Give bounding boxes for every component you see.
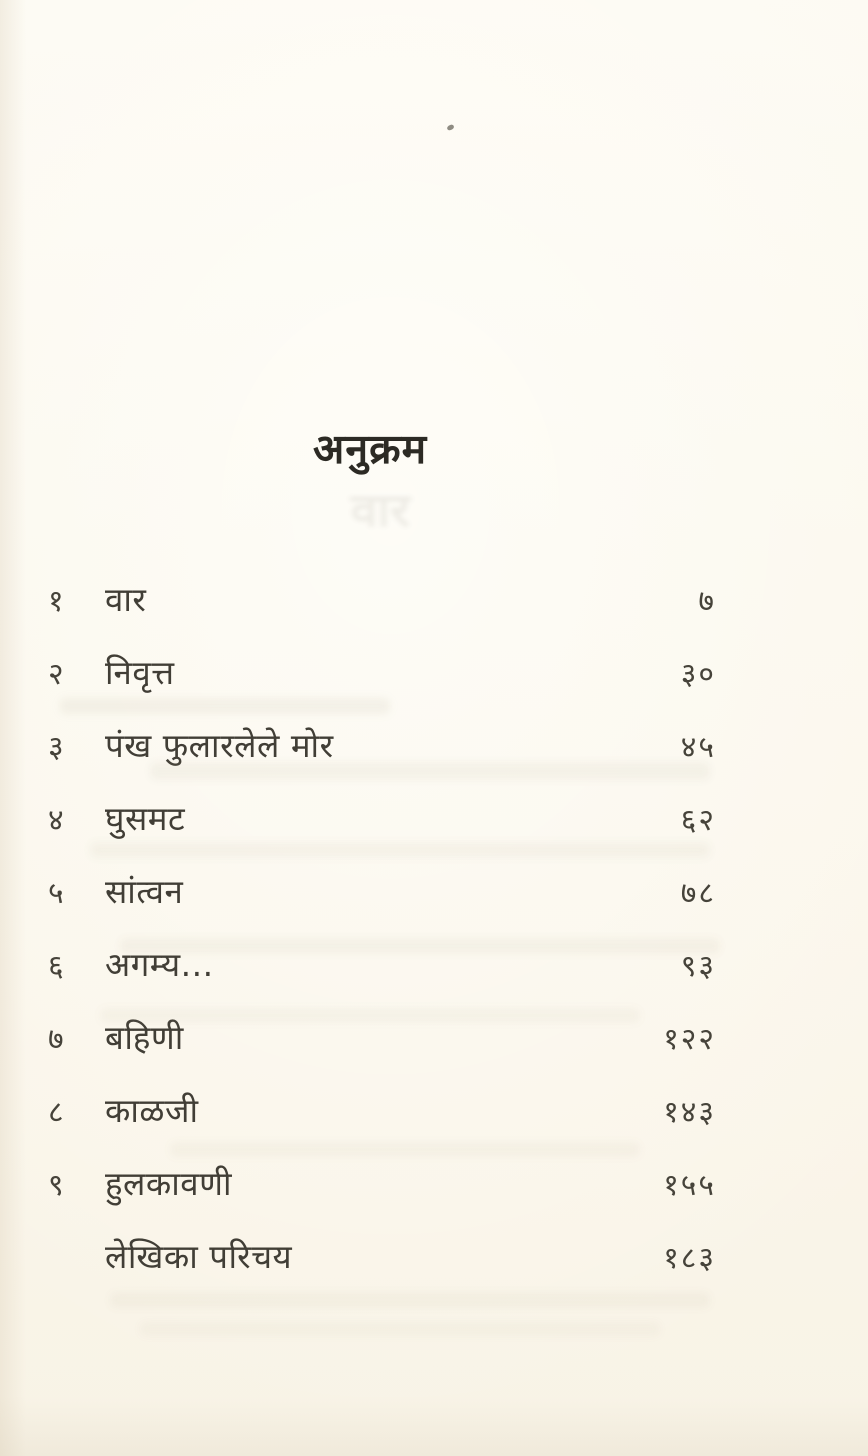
- show-through-band: [140, 1322, 660, 1336]
- chapter-page-number: ४५: [680, 730, 716, 765]
- chapter-title: हुलकावणी: [105, 1164, 233, 1203]
- chapter-page-number: १२२: [663, 1022, 716, 1057]
- toc-entry: [48, 1233, 716, 1277]
- chapter-page-number: १८३: [663, 1241, 716, 1276]
- chapter-number: ५: [48, 876, 64, 911]
- toc-entry: [48, 649, 716, 693]
- chapter-number: ४: [48, 803, 64, 838]
- chapter-title: काळजी: [105, 1091, 199, 1130]
- chapter-number: २: [48, 657, 64, 692]
- chapter-title: अगम्य...: [105, 945, 214, 984]
- chapter-page-number: ९३: [680, 949, 716, 984]
- chapter-page-number: १५५: [663, 1168, 716, 1203]
- chapter-number: १: [48, 584, 64, 619]
- toc-entry: [48, 1087, 716, 1131]
- chapter-title: घुसमट: [105, 799, 186, 838]
- chapter-title: वार: [105, 580, 147, 619]
- toc-entry: [48, 941, 716, 985]
- toc-title: अनुक्रम: [313, 425, 428, 473]
- chapter-page-number: ६२: [680, 803, 716, 838]
- toc-list: [48, 576, 716, 1306]
- chapter-page-number: ७: [698, 584, 716, 619]
- toc-entry: [48, 868, 716, 912]
- chapter-title: निवृत्त: [105, 653, 175, 692]
- chapter-page-number: ७८: [680, 876, 716, 911]
- chapter-page-number: १४३: [663, 1095, 716, 1130]
- toc-entry: [48, 1160, 716, 1204]
- chapter-number: ८: [48, 1095, 64, 1130]
- show-through-ghost-text: वार: [350, 483, 410, 537]
- chapter-number: ३: [48, 730, 64, 765]
- chapter-number: ६: [48, 949, 64, 984]
- chapter-number: ७: [48, 1022, 64, 1057]
- toc-entry: [48, 795, 716, 839]
- toc-entry: [48, 1014, 716, 1058]
- toc-entry: [48, 576, 716, 620]
- chapter-title: सांत्वन: [105, 872, 184, 911]
- toc-entry: [48, 722, 716, 766]
- chapter-page-number: ३०: [680, 657, 716, 692]
- ink-speck: [446, 124, 454, 131]
- chapter-title: बहिणी: [105, 1018, 184, 1057]
- chapter-title: लेखिका परिचय: [105, 1237, 293, 1276]
- chapter-title: पंख फुलारलेले मोर: [105, 726, 334, 765]
- chapter-number: ९: [48, 1168, 64, 1203]
